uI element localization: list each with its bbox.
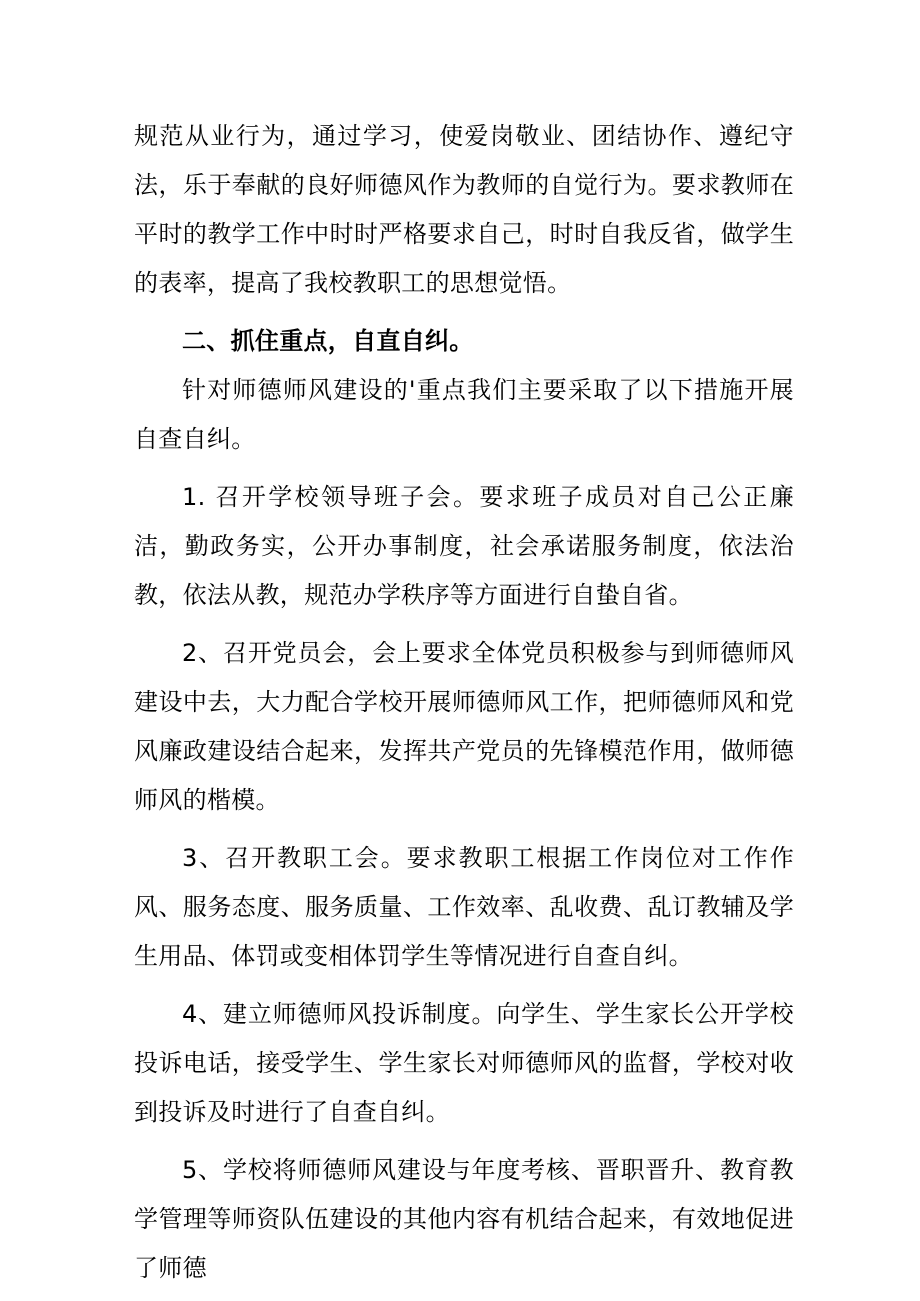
paragraph-intro: 针对师德师风建设的'重点我们主要采取了以下措施开展自查自纠。 xyxy=(134,376,794,453)
paragraph-item-1: 1. 召开学校领导班子会。要求班子成员对自己公正廉洁，勤政务实，公开办事制度，社会承诺服务制度，依法治教，依法从教，规范办学秩序等方面进行自蛰自省。 xyxy=(134,483,794,609)
section-heading: 二、抓住重点，自直自纠。 xyxy=(182,327,474,355)
paragraph-item-4: 4、建立师德师风投诉制度。向学生、学生家长公开学校投诉电话，接受学生、学生家长对师德师风的监督，学校对收到投诉及时进行了自查自纠。 xyxy=(134,1000,794,1126)
paragraph-item-3: 3、召开教职工会。要求教职工根据工作岗位对工作作风、服务态度、服务质量、工作效率、乱收费、乱订教辅及学生用品、体罚或变相体罚学生等情况进行自查自纠。 xyxy=(134,844,794,970)
document-page xyxy=(134,112,794,1293)
paragraph-item-2: 2、召开党员会，会上要求全体党员积极参与到师德师风建设中去，大力配合学校开展师德师风工作，把师德师风和党风廉政建设结合起来，发挥共产党员的先锋模范作用，做师德师风的楷模。 xyxy=(134,639,794,814)
paragraph-item-5: 5、学校将师德师风建设与年度考核、晋职晋升、教育教学管理等师资队伍建设的其他内容有机结合起来，有效地促进了师德 xyxy=(134,1156,794,1282)
paragraph-continuation: 规范从业行为，通过学习，使爱岗敬业、团结协作、遵纪守法，乐于奉献的良好师德风作为教师的自觉行为。要求教师在平时的教学工作中时时严格要求自己，时时自我反省，做学生的表率，提高了我校教职工的思想觉悟。 xyxy=(134,122,794,297)
